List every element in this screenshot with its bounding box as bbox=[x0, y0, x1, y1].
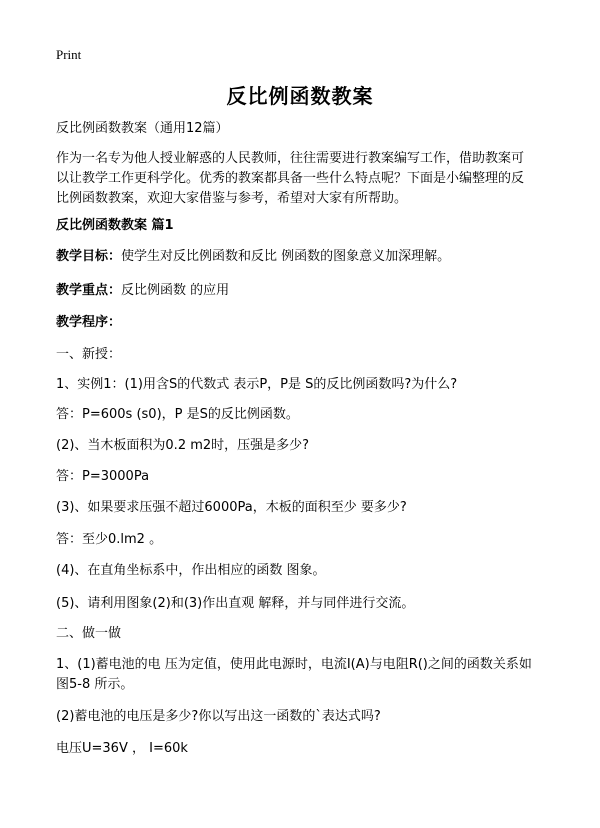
part1-line-4: 答：P=3000Pa bbox=[56, 469, 150, 484]
teaching-focus bbox=[56, 281, 560, 301]
document-subtitle: 反比例函数教案（通用12篇） bbox=[56, 121, 229, 136]
teaching-focus-label: 教学重点： bbox=[56, 283, 122, 298]
intro-line-1: 作为一名专为他人授业解惑的人民教师，往往需要进行教案编写工作，借助教案可 bbox=[56, 151, 525, 166]
teaching-goal-label: 教学目标： bbox=[56, 249, 122, 264]
part1-line-8: (5)、请利用图象(2)和(3)作出直观 解释，并与同伴进行交流。 bbox=[56, 596, 415, 611]
teaching-focus-text: 反比例函数 的应用 bbox=[121, 283, 230, 298]
part2-para-line-2: 图5-8 所示。 bbox=[56, 677, 134, 692]
part2-heading: 二、做一做 bbox=[56, 626, 122, 641]
part1-line-2: 答：P=600s (s0)，P 是S的反比例函数。 bbox=[56, 407, 299, 422]
part1-line-3: (2)、当木板面积为0.2 m2时，压强是多少? bbox=[56, 438, 310, 453]
part1-line-6: 答：至少0.lm2 。 bbox=[56, 532, 163, 547]
part1-line-1: 1、实例1：(1)用含S的代数式 表示P，P是 S的反比例函数吗?为什么? bbox=[56, 377, 458, 392]
part1-line-5: (3)、如果要求压强不超过6000Pa，木板的面积至少 要多少? bbox=[56, 500, 407, 515]
print-label: Print bbox=[56, 47, 82, 62]
teaching-goal-text: 使学生对反比例函数和反比 例函数的图象意义加深理解。 bbox=[121, 249, 451, 264]
part1-heading: 一、新授： bbox=[56, 347, 122, 362]
section-heading: 反比例函数教案 篇1 bbox=[56, 218, 174, 233]
intro-line-3: 比例函数教案，欢迎大家借鉴与参考，希望对大家有所帮助。 bbox=[56, 191, 408, 206]
teaching-goal bbox=[56, 247, 560, 267]
part2-line-1: (2)蓄电池的电压是多少?你以写出这一函数的`表达式吗? bbox=[56, 709, 381, 724]
procedure-heading: 教学程序： bbox=[56, 315, 122, 330]
part2-line-2: 电压U=36V ， I=60k bbox=[56, 741, 188, 756]
part2-para-line-1: 1、(1)蓄电池的电 压为定值，使用此电源时，电流I(A)与电阻R()之间的函数关系如 bbox=[56, 657, 532, 672]
part1-line-7: (4)、在直角坐标系中，作出相应的函数 图象。 bbox=[56, 563, 326, 578]
intro-line-2: 以让教学工作更科学化。优秀的教案都具备一些什么特点呢？下面是小编整理的反 bbox=[56, 171, 525, 186]
page-title: 反比例函数教案 bbox=[226, 84, 374, 108]
